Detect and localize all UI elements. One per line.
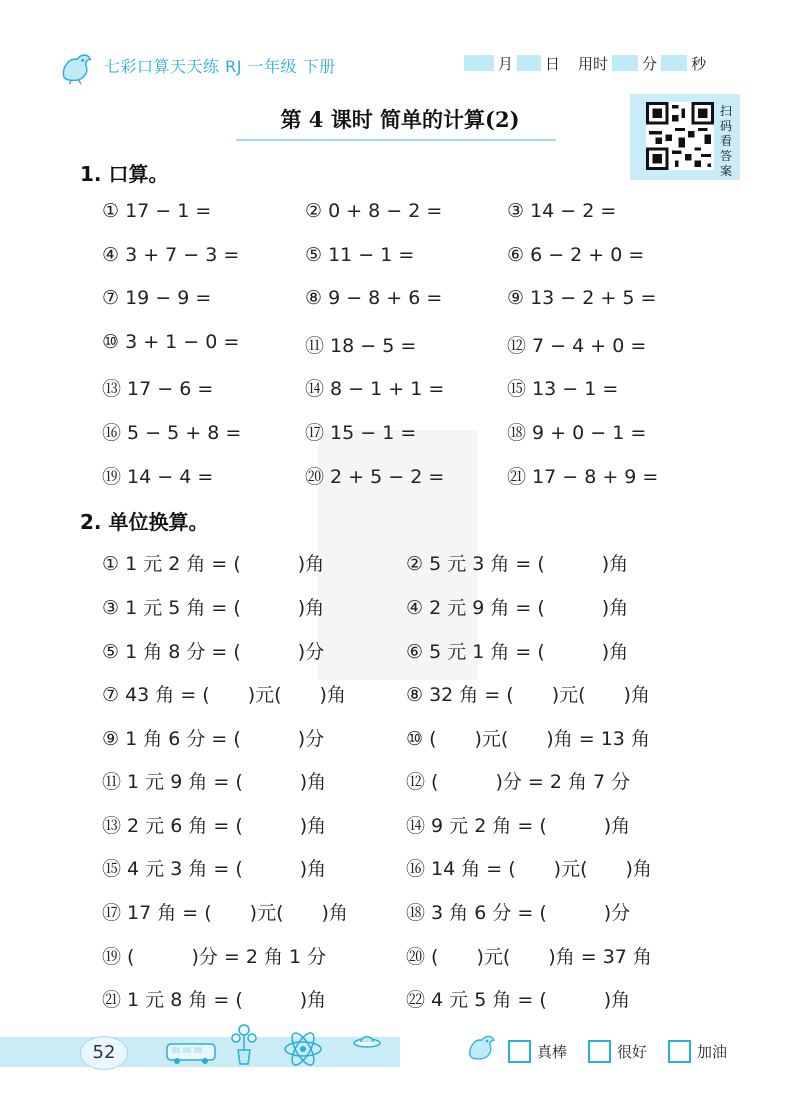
conversion-item: ⑰ 17 角 = ( )元( )角 — [102, 902, 348, 924]
mental-math-item: ㉑ 17 − 8 + 9 = — [507, 466, 659, 488]
ufo-icon — [352, 1030, 382, 1052]
mental-math-item: ⑰ 15 − 1 = — [305, 422, 417, 444]
mental-math-item: ⑭ 8 − 1 + 1 = — [305, 378, 445, 400]
rating-keep-going[interactable] — [668, 1040, 727, 1063]
conversion-item: ⑮ 4 元 3 角 = ( )角 — [102, 858, 327, 880]
checkbox-great[interactable] — [508, 1040, 531, 1063]
conversion-item: ⑧ 32 角 = ( )元( )角 — [406, 684, 650, 706]
dragon-mascot-icon — [465, 1030, 499, 1064]
mental-math-item: ⑩ 3 + 1 − 0 = — [102, 331, 240, 353]
conversion-item: ⑯ 14 角 = ( )元( )角 — [406, 858, 652, 880]
page-header — [40, 40, 760, 90]
conversion-item: ⑤ 1 角 8 分 = ( )分 — [102, 641, 325, 663]
mental-math-item: ③ 14 − 2 = — [507, 200, 617, 222]
conversion-item: ⑨ 1 角 6 分 = ( )分 — [102, 728, 325, 750]
conversion-item: ⑥ 5 元 1 角 = ( )角 — [406, 641, 629, 663]
mental-math-item: ⑮ 13 − 1 = — [507, 378, 619, 400]
qr-code-icon[interactable] — [646, 102, 714, 170]
bus-icon — [165, 1040, 217, 1066]
page-number: 52 — [80, 1036, 128, 1070]
conversion-item: ㉒ 4 元 5 角 = ( )角 — [406, 989, 631, 1011]
dragon-mascot-icon — [58, 48, 96, 86]
mental-math-item: ⑬ 17 − 6 = — [102, 378, 214, 400]
mental-math-item: ④ 3 + 7 − 3 = — [102, 244, 240, 266]
month-blank — [464, 55, 494, 71]
second-label: 秒 — [691, 54, 707, 73]
rating-keep-going-label: 加油 — [697, 1043, 728, 1061]
month-label: 月 — [498, 54, 514, 73]
conversion-item: ① 1 元 2 角 = ( )角 — [102, 553, 325, 575]
title-underline — [236, 139, 556, 141]
mental-math-item: ⑥ 6 − 2 + 0 = — [507, 244, 645, 266]
book-title: 七彩口算天天练 RJ 一年级 下册 — [104, 57, 336, 76]
mental-math-item: ⑨ 13 − 2 + 5 = — [507, 287, 657, 309]
lesson-title: 第 4 课时 简单的计算(2) — [280, 107, 520, 132]
mental-math-item: ⑳ 2 + 5 − 2 = — [305, 466, 445, 488]
time-used-label: 用时 — [578, 54, 609, 73]
conversion-item: ⑪ 1 元 9 角 = ( )角 — [102, 771, 327, 793]
minute-blank — [612, 55, 638, 71]
conversion-item: ③ 1 元 5 角 = ( )角 — [102, 597, 325, 619]
conversion-item: ⑦ 43 角 = ( )元( )角 — [102, 684, 346, 706]
day-label: 日 — [545, 54, 561, 73]
atom-icon — [282, 1030, 324, 1068]
section-1-title: 1. 口算。 — [80, 162, 169, 186]
qr-caption: 扫 码 看 答 案 — [720, 104, 733, 178]
mental-math-item: ⑪ 18 − 5 = — [305, 335, 417, 357]
potted-plant-icon — [228, 1022, 260, 1066]
rating-good-label: 很好 — [617, 1043, 648, 1061]
conversion-item: ⑫ ( )分 = 2 角 7 分 — [406, 771, 631, 793]
mental-math-item: ⑲ 14 − 4 = — [102, 466, 214, 488]
rating-great-label: 真棒 — [537, 1043, 568, 1061]
conversion-item: ⑳ ( )元( )角 = 37 角 — [406, 946, 652, 968]
mental-math-item: ⑦ 19 − 9 = — [102, 287, 212, 309]
conversion-item: ⑱ 3 角 6 分 = ( )分 — [406, 902, 631, 924]
mental-math-item: ② 0 + 8 − 2 = — [305, 200, 443, 222]
mental-math-item: ① 17 − 1 = — [102, 200, 212, 222]
section-2-title: 2. 单位换算。 — [80, 510, 209, 534]
checkbox-good[interactable] — [588, 1040, 611, 1063]
checkbox-keep-going[interactable] — [668, 1040, 691, 1063]
conversion-item: ⑲ ( )分 = 2 角 1 分 — [102, 946, 327, 968]
conversion-item: ④ 2 元 9 角 = ( )角 — [406, 597, 629, 619]
date-time-fields — [460, 52, 706, 74]
mental-math-item: ⑫ 7 − 4 + 0 = — [507, 335, 647, 357]
conversion-item: ⑩ ( )元( )角 = 13 角 — [406, 728, 650, 750]
mental-math-item: ⑧ 9 − 8 + 6 = — [305, 287, 443, 309]
minute-label: 分 — [642, 54, 658, 73]
rating-good[interactable] — [588, 1040, 647, 1063]
conversion-item: ② 5 元 3 角 = ( )角 — [406, 553, 629, 575]
mental-math-item: ⑤ 11 − 1 = — [305, 244, 415, 266]
mental-math-item: ⑱ 9 + 0 − 1 = — [507, 422, 647, 444]
rating-great[interactable] — [508, 1040, 567, 1063]
day-blank — [517, 55, 541, 71]
conversion-item: ㉑ 1 元 8 角 = ( )角 — [102, 989, 327, 1011]
conversion-item: ⑭ 9 元 2 角 = ( )角 — [406, 815, 631, 837]
conversion-item: ⑬ 2 元 6 角 = ( )角 — [102, 815, 327, 837]
mental-math-item: ⑯ 5 − 5 + 8 = — [102, 422, 242, 444]
qr-code-panel[interactable] — [630, 94, 740, 180]
second-blank — [661, 55, 687, 71]
